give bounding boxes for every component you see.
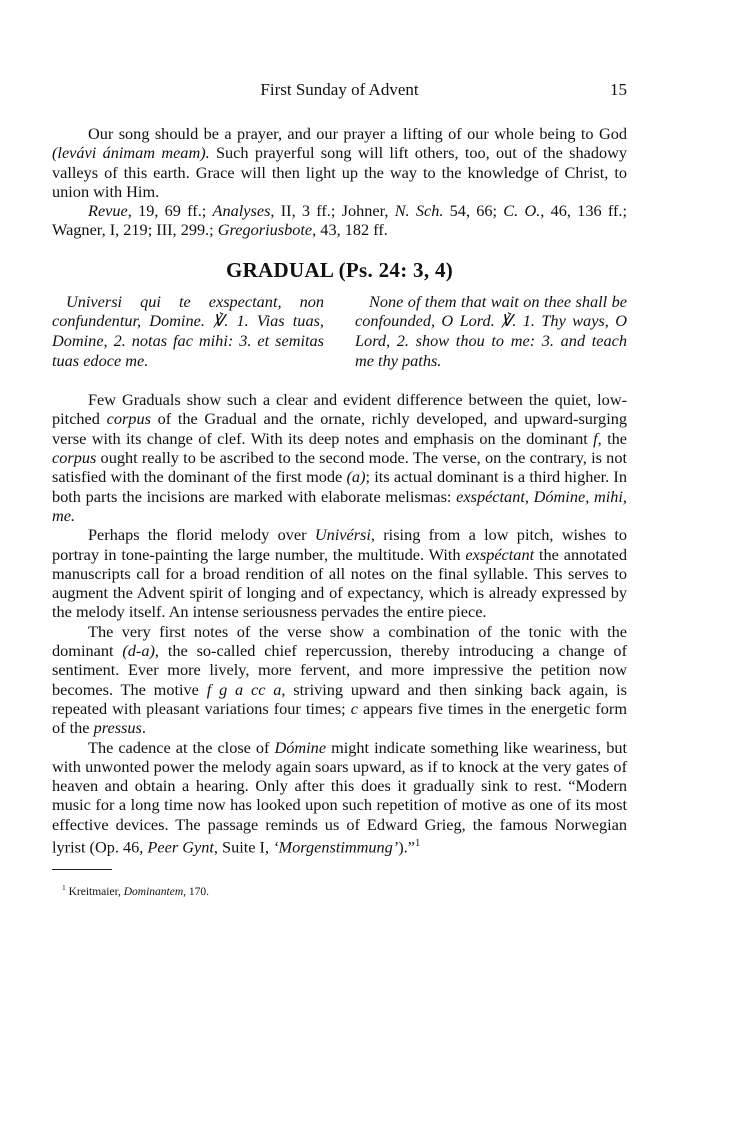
intro-paragraph <box>52 124 627 201</box>
text-run: , striving upward and then sinking back again, is repeated with pleasant variations four times; <box>52 679 627 718</box>
italic-run: Gregoriusbote <box>217 220 313 240</box>
commentary-paragraph-2 <box>52 525 627 621</box>
italic-run: corpus <box>52 448 97 468</box>
text-run: might indicate something like weariness, but with unwonted power the melody again soars upward, as if to knock at the very gates of heaven and obtain a hearing. Only after this does it gradually sink to rest. “Modern music for a long time now has looked upon such repetition of motive as one of its most effective devices. The passage reminds us of Edward Grieg, the famous Norwegian lyrist (Op. 46, <box>52 737 627 857</box>
text-run: , Suite I, <box>213 837 274 857</box>
italic-run: Peer Gynt <box>147 837 214 857</box>
text-run: the annotated manuscripts call for a broad rendition of all notes on the final syllable. This serves to augment the Advent spirit of longing and of expectancy, which is already expressed by the melody itself. An intense seriousness pervades the entire piece. <box>52 544 628 622</box>
gradual-text-columns <box>52 292 627 370</box>
text-run: , II, 3 ff.; Johner, <box>270 201 395 221</box>
text-run: The very first notes of the verse show a combination of the tonic with the dominant <box>52 621 627 661</box>
footnote-marker: 1 <box>414 837 421 849</box>
page-body <box>52 124 627 902</box>
text-run: Kreitmaier, <box>65 885 124 898</box>
text-run: appears five times in the energetic form of the <box>52 698 627 738</box>
intro-latin: (levávi ánimam meam). <box>52 143 210 163</box>
text-run: ought really to be ascribed to the second mode. The verse, on the contrary, is not satisfied with the dominant of the first mode <box>52 448 627 487</box>
references-paragraph <box>52 201 627 240</box>
italic-run: f g a cc a <box>206 679 282 699</box>
text-run: Perhaps the florid melody over <box>88 525 315 545</box>
text-run: The cadence at the close of <box>88 737 275 757</box>
commentary-paragraph-3 <box>52 622 627 738</box>
running-title: First Sunday of Advent <box>260 80 419 99</box>
text-run: ).” <box>398 837 415 857</box>
italic-run: Revue <box>88 201 128 221</box>
footnote-text <box>62 878 627 902</box>
text-run: of the Gradual and the ornate, richly developed, and upward-surging verse with its change of clef. With its deep notes and emphasis on the dominant <box>52 409 628 448</box>
commentary-paragraph-4 <box>52 738 627 857</box>
italic-run: c <box>350 698 358 718</box>
italic-run: exspéctant <box>465 544 535 564</box>
italic-run: exspéctant, Dómine, mihi, me. <box>52 486 628 525</box>
footnote <box>52 878 627 902</box>
footnote-rule <box>52 869 112 870</box>
gradual-heading: GRADUAL (Ps. 24: 3, 4) <box>225 257 454 282</box>
italic-run: (a) <box>346 467 366 487</box>
italic-run: Univérsi <box>314 525 371 545</box>
text-run: , rising from a low pitch, wishes to portray in tone-painting the large number, the multitude. With <box>52 525 627 564</box>
intro-text-a: Our song should be a prayer, and our prayer a lifting of our whole being to God <box>88 124 627 143</box>
english-text: None of them that wait on thee shall be confounded, O Lord. ℣. 1. Thy ways, O Lord, 2. show thou to me: 3. and teach me thy paths. <box>355 291 627 370</box>
italic-run: C. O. <box>503 201 541 221</box>
italic-run: Dómine <box>274 737 327 757</box>
italic-run: corpus <box>106 409 151 429</box>
intro-text-b: Such prayerful song will lift others, too, out of the shadowy valleys of this earth. Grace will then light up the way to the knowledge of Christ, to union with Him. <box>52 143 628 201</box>
italic-run: Analyses <box>212 201 271 221</box>
italic-run: ‘Morgenstimmung’ <box>273 837 399 857</box>
text-run: Few Graduals show such a clear and evident difference between the quiet, low-pitched <box>52 390 627 429</box>
italic-run: N. Sch. <box>394 201 444 221</box>
text-run: 54, 66; <box>443 201 504 221</box>
text-run: , the <box>597 428 627 448</box>
italic-run: f <box>593 428 598 448</box>
latin-column <box>52 292 324 370</box>
page-number: 15 <box>610 80 627 99</box>
footnote-marker: 1 <box>62 882 66 892</box>
text-run: , 170. <box>183 885 210 898</box>
italic-run: (d-a) <box>122 641 155 661</box>
text-run: , 43, 182 ff. <box>312 220 388 240</box>
text-run: , 46, 136 ff.; Wagner, I, 219; III, 299.; <box>52 201 627 240</box>
text-run: ; its actual dominant is a third higher. In both parts the incisions are marked with elaborate melismas: <box>52 467 627 506</box>
running-header <box>52 80 627 104</box>
italic-run: pressus <box>93 718 142 738</box>
text-run: , 19, 69 ff.; <box>127 201 213 221</box>
italic-run: Dominantem <box>123 885 184 898</box>
english-column <box>355 292 627 370</box>
text-run: . <box>141 718 146 738</box>
text-run: , the so-called chief repercussion, thereby introducing a change of sentiment. Ever more lively, more fervent, and more impressive the petition now becomes. The motive <box>52 641 627 699</box>
latin-text: Universi qui te exspectant, non confundentur, Domine. ℣. 1. Vias tuas, Domine, 2. notas fac mihi: 3. et semitas tuas edoce me. <box>52 291 324 370</box>
commentary-paragraph-1 <box>52 390 627 525</box>
